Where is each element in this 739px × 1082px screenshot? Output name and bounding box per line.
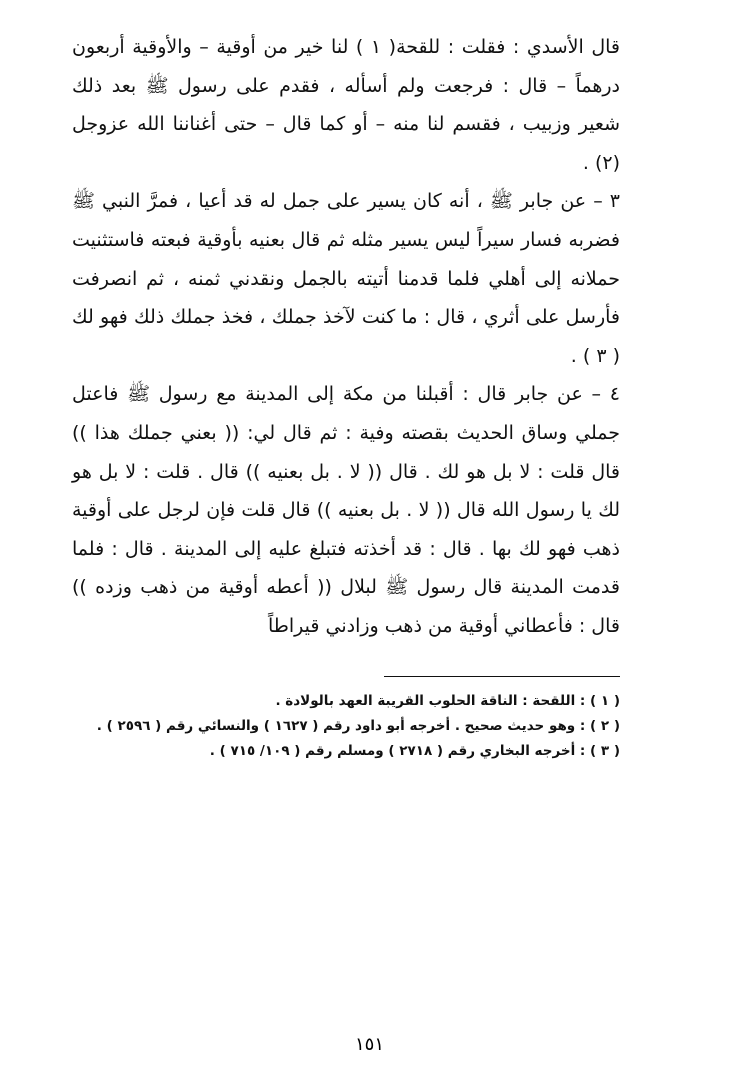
footnotes [72, 689, 620, 764]
footnote-2: ( ٢ ) : وهو حديث صحيح . أخرجه أبو داود رقم ( ١٦٢٧ ) والنسائي رقم ( ٢٥٩٦ ) . [96, 717, 620, 734]
main-text [72, 28, 620, 646]
page-number: ١٥١ [354, 1034, 384, 1055]
footnote-1: ( ١ ) : اللقحة : الناقة الحلوب القريبة العهد بالولادة . [275, 692, 620, 709]
paragraph-3: ٤ – عن جابر قال : أقبلنا من مكة إلى المدينة مع رسول ﷺ فاعتل جملي وساق الحديث بقصته وفية : ثم قال لي: (( بعني جملك هذا )) قال قلت : لا بل هو لك . قال (( لا . بل بعنيه )) قال . قلت : لا بل هو لك يا رسول الله قال (( لا . بل بعنيه )) قال قلت فإن لرجل على أوقية ذهب فهو لك بها . قال : قد أخذته فتبلغ عليه إلى المدينة . قال : فلما قدمت المدينة قال رسول ﷺ لبلال (( أعطه أوقية من ذهب وزده )) قال : فأعطاني أوقية من ذهب وزادني قيراطاً [72, 383, 620, 637]
paragraph-2: ٣ – عن جابر ﷺ ، أنه كان يسير على جمل له قد أعيا ، فمرَّ النبي ﷺ فضربه فسار سيراً ليس يسير مثله ثم قال بعنيه بأوقية فبعته فاستثنيت حملانه إلى أهلي فلما قدمنا أتيته بالجمل ونقدني ثمنه ، ثم انصرفت فأرسل على أثري ، قال : ما كنت لآخذ جملك ، فخذ جملك ذلك فهو لك ( ٣ ) . [72, 190, 620, 367]
footnote-3: ( ٣ ) : أخرجه البخاري رقم ( ٢٧١٨ ) ومسلم رقم ( ١٠٩/ ٧١٥ ) . [209, 742, 620, 759]
book-page [72, 28, 620, 764]
footnote-separator [384, 676, 620, 677]
paragraph-1: قال الأسدي : فقلت : للقحة( ١ ) لنا خير من أوقية – والأوقية أربعون درهماً – قال : فرجعت ولم أسأله ، فقدم على رسول ﷺ بعد ذلك شعير وزبيب ، فقسم لنا منه – أو كما قال – حتى أغناننا الله عزوجل (٢) . [72, 36, 621, 174]
